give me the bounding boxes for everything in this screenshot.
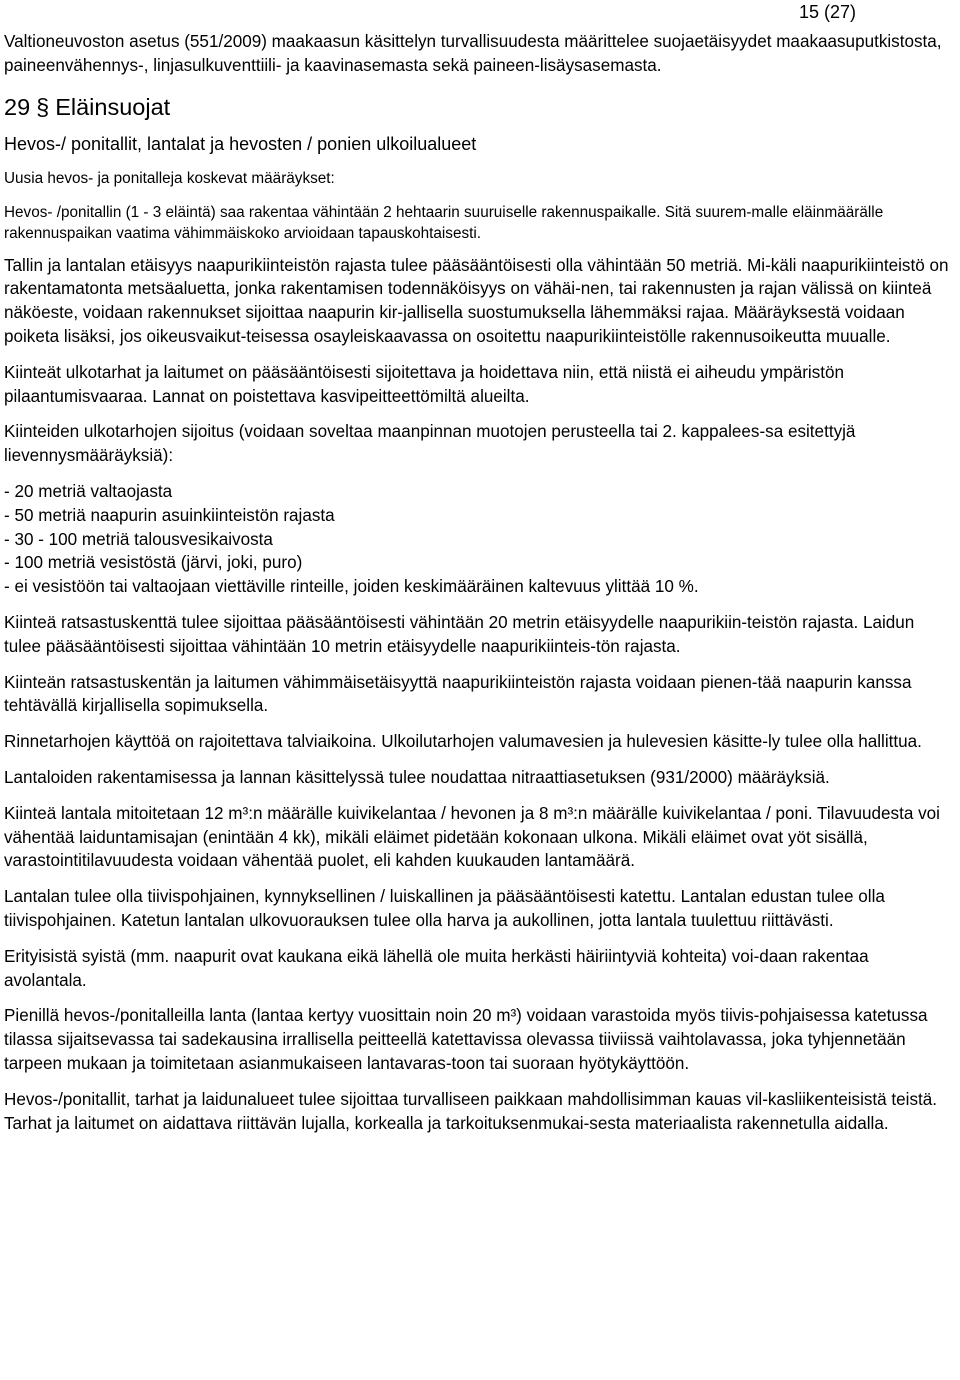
paragraph-distance-rules: Tallin ja lantalan etäisyys naapurikiinteistön rajasta tulee pääsääntöisesti olla vähintään 50 metriä. Mi-käli naapurikiinteistö on rakentamatonta metsäaluetta, jonka rakentamisen todennäköisyys on vähäi-nen, tai rakennusten ja rajan välissä on kiinteä näköeste, voidaan rakennukset sijoittaa naapurin kir-jallisella suostumuksella lähemmäksi rajaa. Määräyksestä voidaan poiketa lisäksi, jos oikeusvaikut-teisessa osayleiskaavassa on osoitettu naapurikiinteistölle rakennusoikeutta muualle. <box>4 255 949 346</box>
small-paragraph-2: Hevos- /ponitallin (1 - 3 eläintä) saa rakentaa vähintään 2 hehtaarin suuruiselle rakennuspaikalle. Sitä suurem-malle eläinmäärälle rakennuspaikan vaatima vähimmäiskoko arvioidaan tapauskohtaisesti. <box>4 203 884 242</box>
paragraph-safe-placement: Hevos-/ponitallit, tarhat ja laidunalueet tulee sijoittaa turvalliseen paikkaan mahdollisimman kauas vil-kasliikenteisistä teistä. Tarhat ja laitumet on aidattava riittävän lujalla, korkealla ja tarkoituksenmukai-sesta materiaalista rakennetulla aidalla. <box>4 1089 938 1133</box>
paragraph-riding-field: Kiinteä ratsastuskenttä tulee sijoittaa pääsääntöisesti vähintään 20 metrin etäisyydelle naapurikiin-teistön rajasta. Laidun tulee pääsääntöisesti sijoittaa vähintään 10 metrin etäisyydelle naapurikiinteis-tön rajasta. <box>4 612 915 656</box>
section-title: Eläinsuojat <box>55 93 171 120</box>
paragraph-distance-reduction: Kiinteän ratsastuskentän ja laitumen vähimmäisetäisyyttä naapurikiinteistön rajasta voidaan pienen-tää naapurin kanssa tehtävällä kirjallisella sopimuksella. <box>4 672 912 716</box>
list-item: - ei vesistöön tai valtaojaan viettäville rinteille, joiden keskimääräinen kaltevuus ylittää 10 %. <box>4 575 952 599</box>
paragraph-pastures: Kiinteät ulkotarhat ja laitumet on pääsääntöisesti sijoitettava ja hoidettava niin, että niistä ei aiheudu ympäristön pilaantumisvaaraa. Lannat on poistettava kasvipeitteettömiltä alueilta. <box>4 362 844 406</box>
section-symbol: § <box>36 93 50 120</box>
document-body <box>4 30 952 1135</box>
paragraph-enclosure-placement: Kiinteiden ulkotarhojen sijoitus (voidaan soveltaa maanpinnan muotojen perusteella tai 2. kappalees-sa esitettyjä lievennysmääräyksiä): <box>4 422 856 466</box>
paragraph-small-stables: Pienillä hevos-/ponitalleilla lanta (lantaa kertyy vuosittain noin 20 m³) voidaan varastoida myös tiivis-pohjaisessa katetussa tilassa sijaitsevassa tai sadekausina irrallisella peitteellä katettavissa olevassa tiiviissä vaihtolavassa, joka tyhjennetään tarpeen mukaan ja toimitetaan asianmukaiseen lantavaras-toon tai suoraan hyötykäyttöön. <box>4 1006 928 1073</box>
page-number: 15 (27) <box>798 2 856 22</box>
small-paragraph-1: Uusia hevos- ja ponitalleja koskevat määräykset: <box>4 169 335 187</box>
paragraph-manure-sizing: Kiinteä lantala mitoitetaan 12 m³:n määrälle kuivikelantaa / hevonen ja 8 m³:n määrälle kuivikelantaa / poni. Tilavuudesta voi vähentää laiduntamisajan (enintään 4 kk), mikäli eläimet pidetään kokonaan ulkona. Mikäli eläimet ovat yöt sisällä, varastointitilavuudesta voidaan vähentää puolet, eli kahden kuukauden lantamäärä. <box>4 803 940 871</box>
list-item: - 50 metriä naapurin asuinkiinteistön rajasta <box>4 504 952 528</box>
paragraph-manure-regulation: Lantaloiden rakentamisessa ja lannan käsittelyssä tulee noudattaa nitraattiasetuksen (931/2000) määräyksiä. <box>4 767 830 787</box>
list-item: - 30 - 100 metriä talousvesikaivosta <box>4 528 952 552</box>
paragraph-manure-structure: Lantalan tulee olla tiivispohjainen, kynnyksellinen / luiskallinen ja pääsääntöisesti katettu. Lantalan edustan tulee olla tiivispohjainen. Katetun lantalan ulkovuorauksen tulee olla harva ja aukollinen, jotta lantala tuulettuu riittävästi. <box>4 887 885 930</box>
section-heading <box>4 92 952 122</box>
subheading: Hevos-/ ponitallit, lantalat ja hevosten / ponien ulkoilualueet <box>4 133 477 154</box>
paragraph-slope-enclosures: Rinnetarhojen käyttöä on rajoitettava talviaikoina. Ulkoilutarhojen valumavesien ja hulevesien käsitte-ly tulee olla hallittua. <box>4 732 922 752</box>
distance-list <box>4 480 952 599</box>
paragraph-open-manure: Erityisistä syistä (mm. naapurit ovat kaukana eikä lähellä ole muita herkästi häiriintyviä kohteita) voi-daan rakentaa avolantala. <box>4 946 869 990</box>
section-number: 29 <box>4 93 31 120</box>
list-item: - 100 metriä vesistöstä (järvi, joki, puro) <box>4 551 952 575</box>
list-item: - 20 metriä valtaojasta <box>4 480 952 504</box>
intro-paragraph: Valtioneuvoston asetus (551/2009) maakaasun käsittelyn turvallisuudesta määrittelee suojaetäisyydet maakaasuputkistosta, paineenvähennys-, linjasulkuventtiili- ja kaavinasemasta sekä paineen-lisäysasemasta. <box>4 32 942 75</box>
